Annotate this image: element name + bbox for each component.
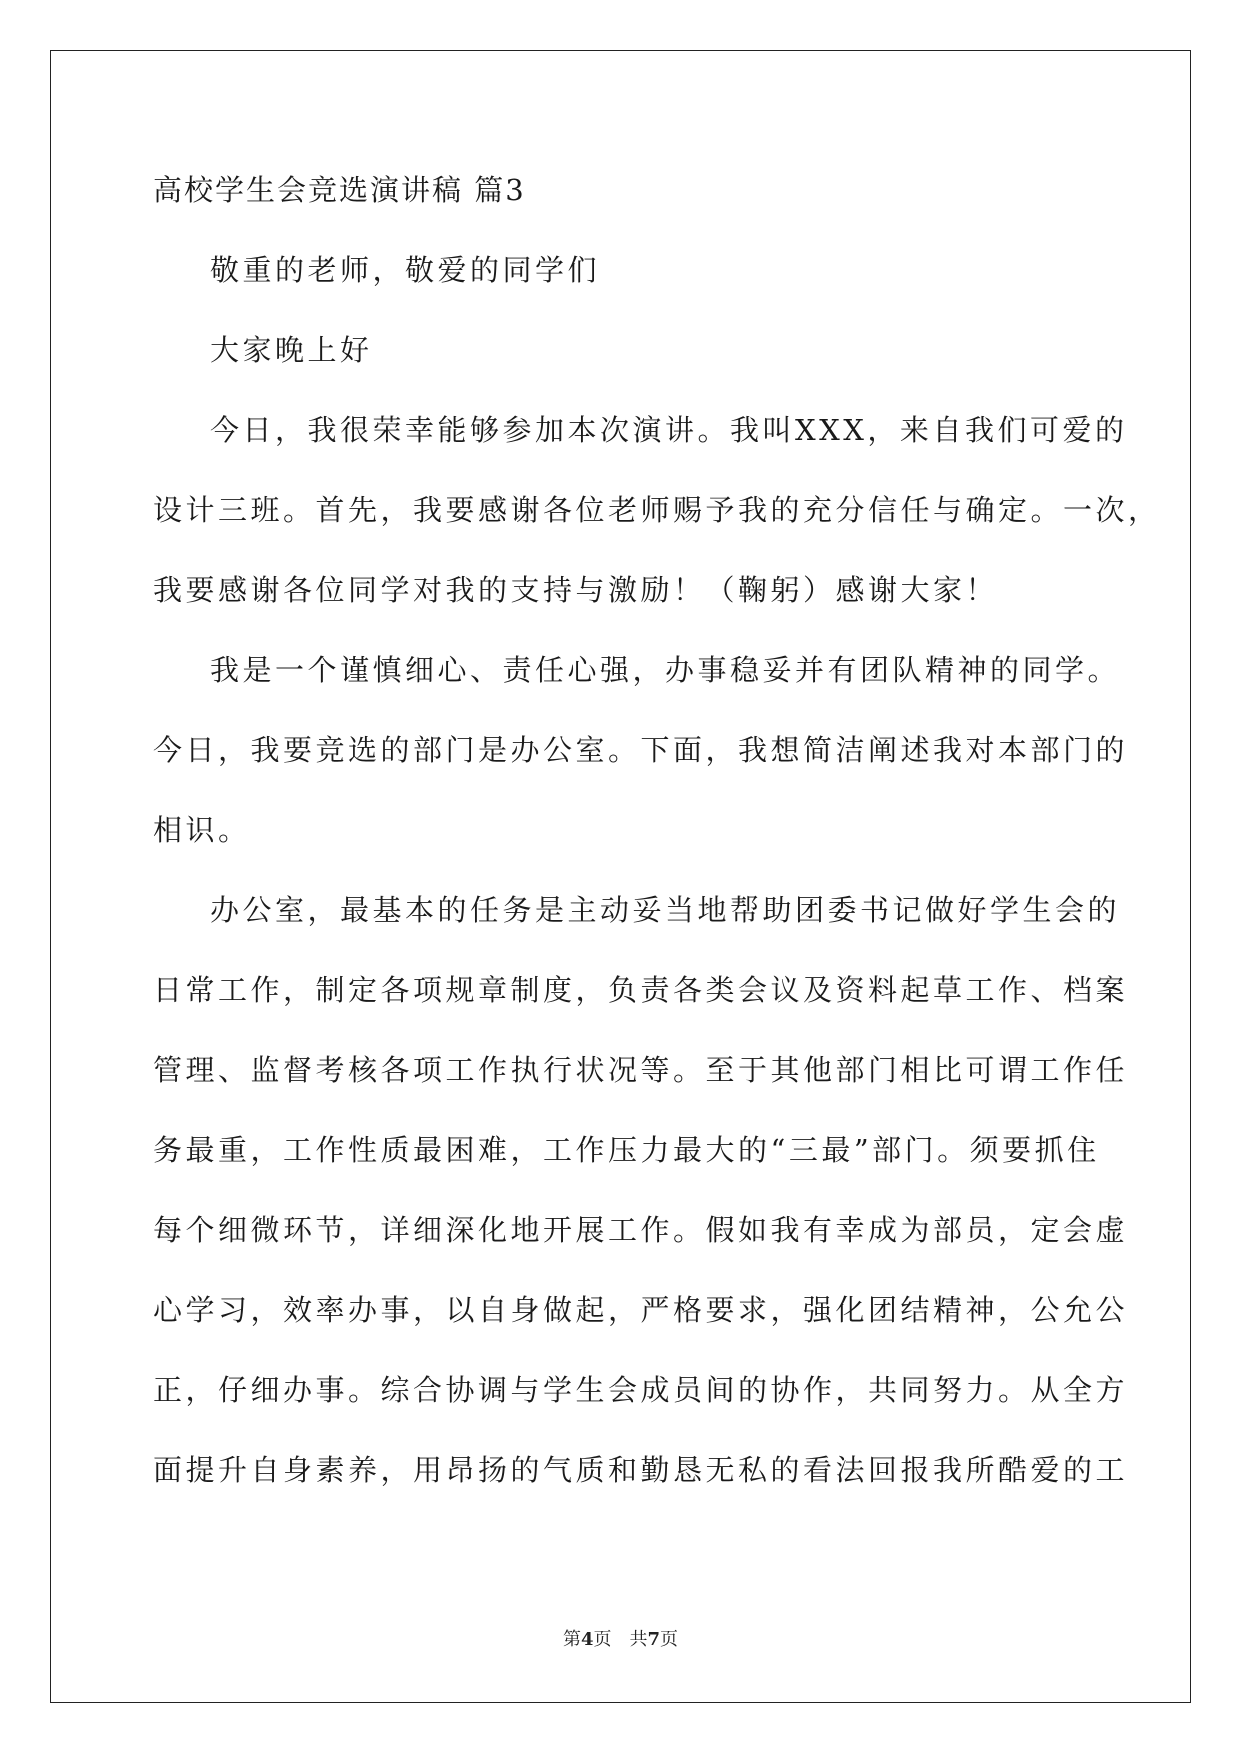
paragraph-line: 敬重的老师，敬爱的同学们 [210,253,601,287]
paragraph-line: 日常工作，制定各项规章制度，负责各类会议及资料起草工作、档案 [153,973,1129,1007]
document-title: 高校学生会竞选演讲稿 篇3 [153,173,526,207]
footer-page-suffix: 页 [593,1629,612,1650]
total-pages: 7 [647,1629,661,1650]
paragraph-line: 心学习，效率办事，以自身做起，严格要求，强化团结精神，公允公 [153,1293,1129,1327]
paragraph-line: 面提升自身素养，用昂扬的气质和勤恳无私的看法回报我所酷爱的工 [153,1453,1129,1487]
paragraph-line: 设计三班。首先，我要感谢各位老师赐予我的充分信任与确定。一次， [153,493,1161,527]
footer-prefix: 第 [562,1629,581,1650]
paragraph-line: 管理、监督考核各项工作执行状况等。至于其他部门相比可谓工作任 [153,1053,1129,1087]
paragraph-line: 相识。 [153,813,251,847]
paragraph-line: 我是一个谨慎细心、责任心强，办事稳妥并有团队精神的同学。 [210,653,1121,687]
paragraph-line: 大家晚上好 [210,333,373,367]
paragraph-line: 办公室，最基本的任务是主动妥当地帮助团委书记做好学生会的 [210,893,1121,927]
footer-total-prefix: 共 [629,1629,648,1650]
page-number: 4 [580,1629,594,1650]
page-footer [0,1625,1241,1651]
footer-total-suffix: 页 [660,1629,679,1650]
paragraph-line: 我要感谢各位同学对我的支持与激励！（鞠躬）感谢大家！ [153,573,999,607]
paragraph-line: 今日，我很荣幸能够参加本次演讲。我叫XXX，来自我们可爱的 [210,413,1128,447]
paragraph-line: 务最重，工作性质最困难，工作压力最大的“三最”部门。须要抓住 [153,1133,1100,1167]
paragraph-line: 今日，我要竞选的部门是办公室。下面，我想简洁阐述我对本部门的 [153,733,1129,767]
paragraph-line: 每个细微环节，详细深化地开展工作。假如我有幸成为部员，定会虚 [153,1213,1129,1247]
paragraph-line: 正，仔细办事。综合协调与学生会成员间的协作，共同努力。从全方 [153,1373,1129,1407]
